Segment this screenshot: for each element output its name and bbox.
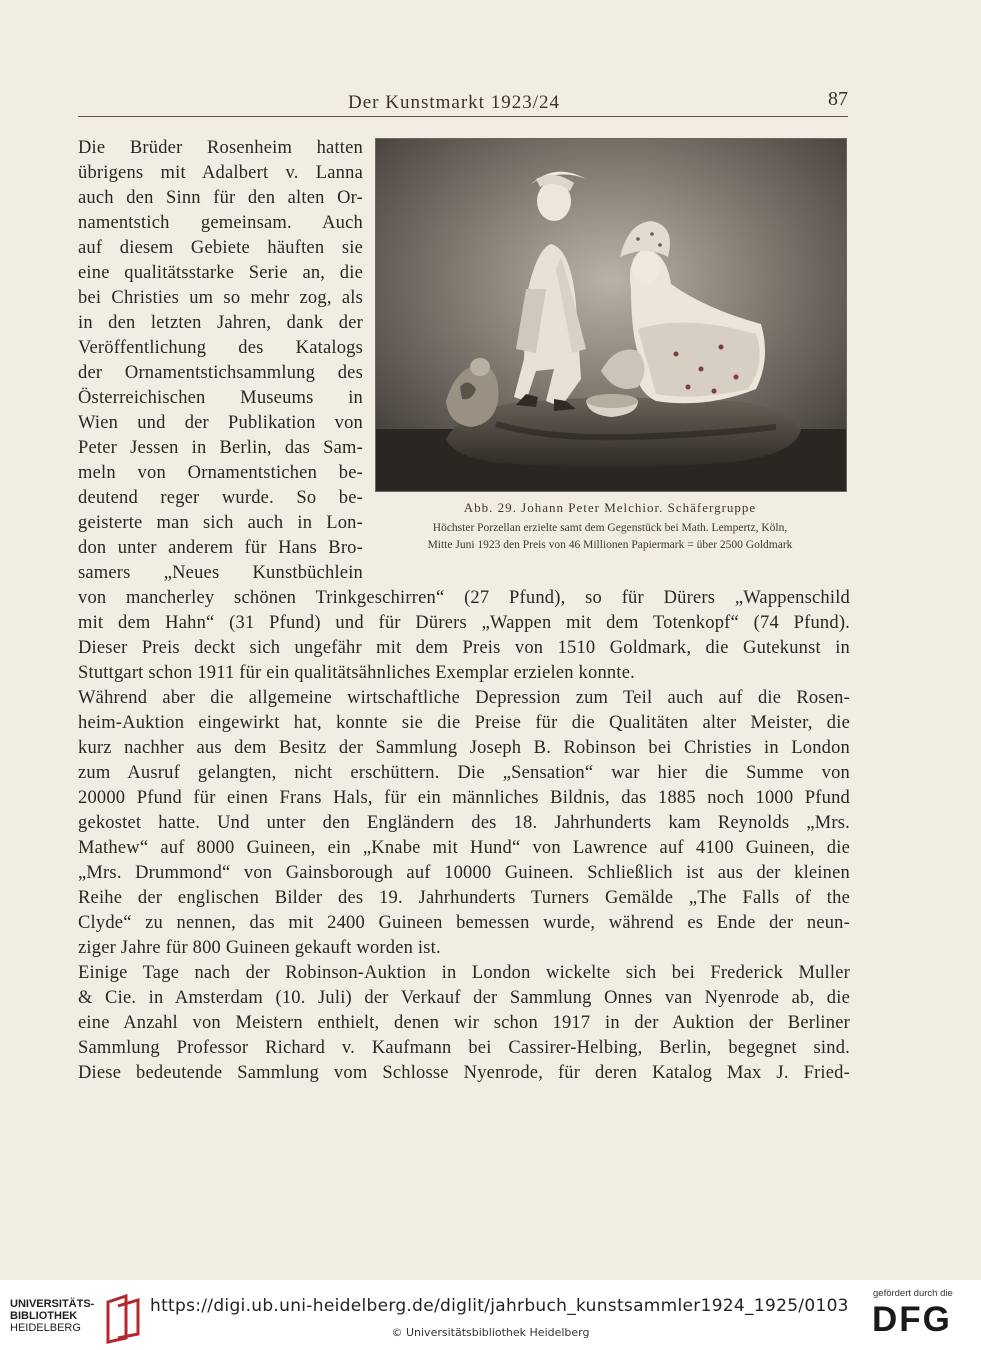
text-line: Clyde“ zu nennen, das mit 2400 Guineen bemessen wurde, während es Ende der neun- [78, 913, 850, 933]
text-line: Österreichischen Museums in [78, 388, 363, 408]
figure-caption-line: Mitte Juni 1923 den Preis von 46 Millionen Papiermark = über 2500 Goldmark [427, 539, 793, 551]
text-line: Dieser Preis deckt sich ungefähr mit dem Preis von 1510 Goldmark, die Gutekunst in [78, 638, 850, 658]
library-name-line: BIBLIOTHEK [10, 1310, 78, 1322]
text-line: eine qualitätsstarke Serie an, die [78, 263, 363, 283]
text-line: eine Anzahl von Meistern enthielt, denen wir schon 1917 in der Auktion der Berliner [78, 1013, 850, 1033]
text-line: gekostet hatte. Und unter den Engländern des 18. Jahrhunderts kam Reynolds „Mrs. [78, 813, 850, 833]
viewer-footer [0, 1280, 981, 1350]
text-line: Veröffentlichung des Katalogs [78, 338, 363, 358]
text-line: Die Brüder Rosenheim hatten [78, 138, 363, 158]
running-title: Der Kunstmarkt 1923/24 [348, 92, 560, 113]
text-line: der Ornamentstichsammlung des [78, 363, 363, 383]
text-line: übrigens mit Adalbert v. Lanna [78, 163, 363, 183]
text-line: Diese bedeutende Sammlung vom Schlosse Nyenrode, für deren Katalog Max J. Fried- [78, 1063, 850, 1083]
text-line: geisterte man sich auch in Lon- [78, 513, 363, 533]
text-line: Mathew“ auf 8000 Guineen, ein „Knabe mit Hund“ von Lawrence auf 4100 Guineen, die [78, 838, 850, 858]
porcelain-group-illustration [376, 139, 846, 491]
text-line: Einige Tage nach der Robinson-Auktion in London wickelte sich bei Frederick Muller [78, 963, 850, 983]
text-line: von mancherley schönen Trinkgeschirren“ (27 Pfund), so für Dürers „Wappenschild [78, 588, 850, 608]
text-line: Während aber die allgemeine wirtschaftliche Depression zum Teil auch auf die Rosen- [78, 688, 850, 708]
text-line: Reihe der englischen Bilder des 19. Jahrhunderts Turners Gemälde „The Falls of the [78, 888, 850, 908]
text-line: ziger Jahre für 800 Guineen gekauft worden ist. [78, 938, 441, 958]
text-line: Stuttgart schon 1911 für ein qualitätsähnliches Exemplar erzielen konnte. [78, 663, 635, 683]
page-number: 87 [828, 88, 848, 110]
library-city: HEIDELBERG [10, 1322, 81, 1334]
text-line: Sammlung Professor Richard v. Kaufmann bei Cassirer-Helbing, Berlin, begegnet sind. [78, 1038, 850, 1058]
text-line: samers „Neues Kunstbüchlein [78, 563, 363, 583]
figure-caption-title: Abb. 29. Johann Peter Melchior. Schäfergruppe [463, 500, 757, 515]
text-line: don unter anderem für Hans Bro- [78, 538, 363, 558]
dfg-logo[interactable]: DFG [872, 1300, 952, 1339]
funding-note: gefördert durch die [873, 1288, 953, 1299]
figure-caption-line: Höchster Porzellan erzielte samt dem Gegenstück bei Math. Lempertz, Köln, [432, 522, 788, 534]
text-line: Wien und der Publikation von [78, 413, 363, 433]
library-name-line: UNIVERSITÄTS- [10, 1298, 95, 1310]
text-line: deutend reger wurde. So be- [78, 488, 363, 508]
text-line: in den letzten Jahren, dank der [78, 313, 363, 333]
permalink-url[interactable]: https://digi.ub.uni-heidelberg.de/diglit/jahrbuch_kunstsammler1924_1925/0103 [150, 1296, 849, 1316]
text-line: auf diesem Gebiete häuften sie [78, 238, 363, 258]
text-line: namentstich gemeinsam. Auch [78, 213, 363, 233]
text-line: auch den Sinn für den alten Or- [78, 188, 363, 208]
text-line: kurz nachher aus dem Besitz der Sammlung Joseph B. Robinson bei Christies in London [78, 738, 850, 758]
text-line: zum Ausruf gelangten, nicht erschüttern. Die „Sensation“ war hier die Summe von [78, 763, 850, 783]
copyright-notice: © Universitätsbibliothek Heidelberg [391, 1326, 590, 1339]
text-line: „Mrs. Drummond“ von Gainsborough auf 10000 Guineen. Schließlich ist aus der kleinen [78, 863, 850, 883]
text-line: meln von Ornamentstichen be- [78, 463, 363, 483]
figure-photo [375, 138, 847, 492]
header-rule [78, 116, 848, 117]
text-line: heim-Auktion eingewirkt hat, konnte sie die Preise für die Qualitäten alter Meister, die [78, 713, 850, 733]
text-line: 20000 Pfund für einen Frans Hals, für ein männliches Bildnis, das 1885 noch 1000 Pfund [78, 788, 850, 808]
text-line: Peter Jessen in Berlin, das Sam- [78, 438, 363, 458]
running-header [78, 88, 848, 118]
text-line: mit dem Hahn“ (31 Pfund) und für Dürers „Wappen mit dem Totenkopf“ (74 Pfund). [78, 613, 850, 633]
text-line: bei Christies um so mehr zog, als [78, 288, 363, 308]
text-line: & Cie. in Amsterdam (10. Juli) der Verkauf der Sammlung Onnes van Nyenrode ab, die [78, 988, 850, 1008]
